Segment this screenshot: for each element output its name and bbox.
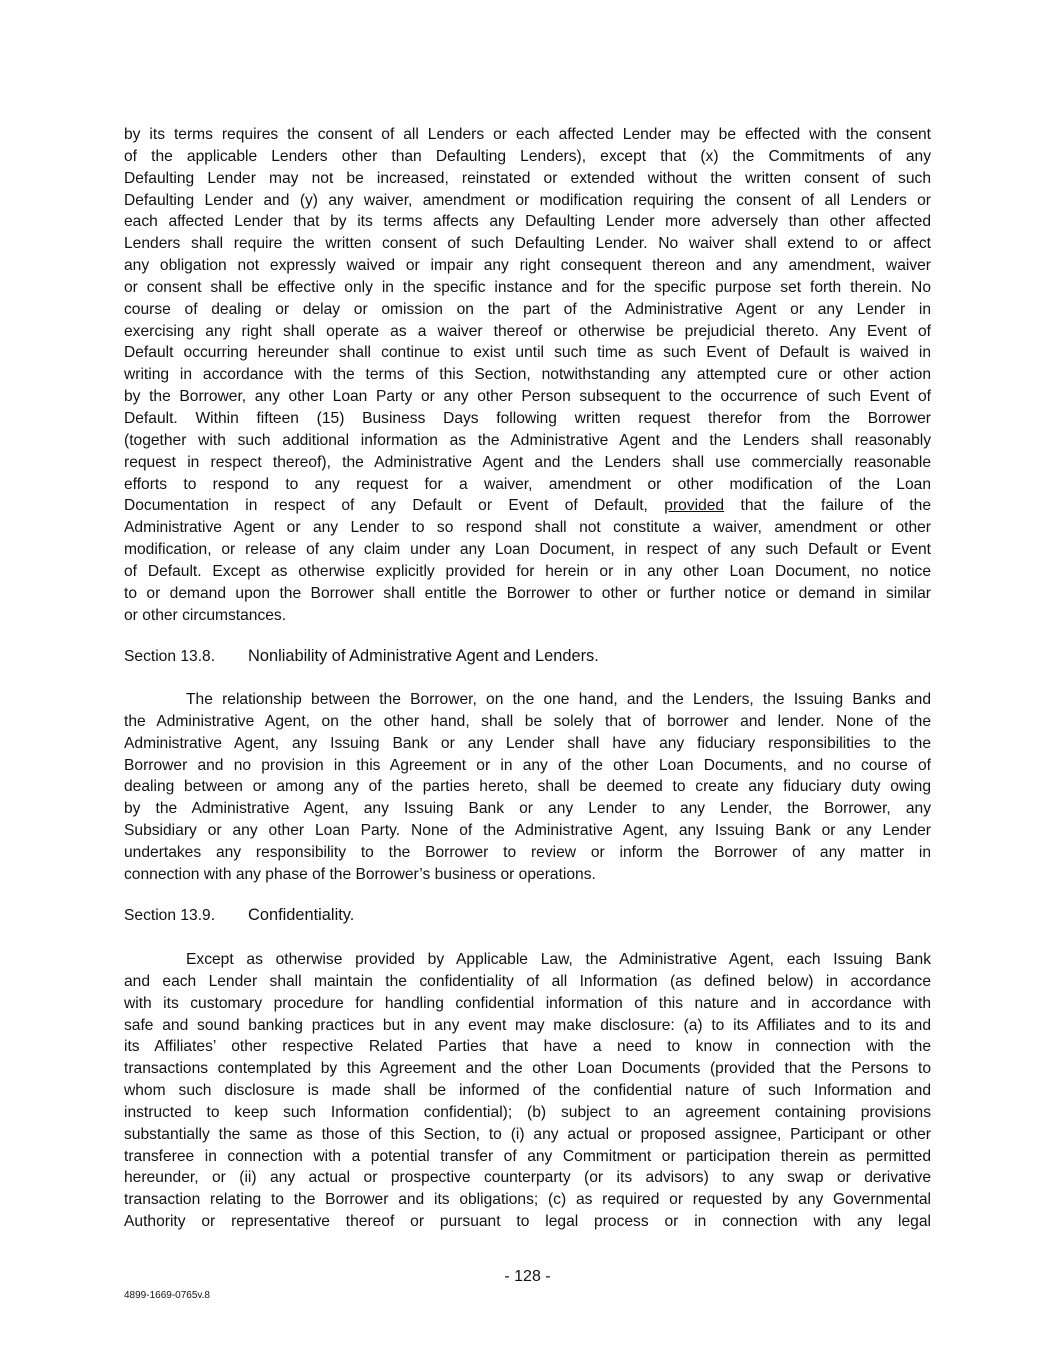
text-line: request in respect thereof), the Administrative Agent and the Lenders shall use commercially reasonable bbox=[124, 453, 931, 471]
text-line: of Default. Except as otherwise explicitly provided for herein or in any other Loan Document, no notice bbox=[124, 562, 931, 580]
text-line: instructed to keep such Information confidential); (b) subject to an agreement containing provisions bbox=[124, 1103, 931, 1121]
text-line: Defaulting Lender may not be increased, reinstated or extended without the written consent of such bbox=[124, 169, 931, 187]
text-line: the Administrative Agent, on the other hand, shall be solely that of borrower and lender. None of the bbox=[124, 712, 931, 730]
section-number: Section 13.9. bbox=[124, 907, 216, 924]
section-13-9-heading bbox=[124, 906, 354, 925]
text-line: Default occurring hereunder shall continue to exist until such time as such Event of Default is waived in bbox=[124, 344, 931, 362]
section-number: Section 13.8. bbox=[124, 648, 216, 665]
text-line: dealing between or among any of the parties hereto, shall be deemed to create any fiduciary duty owing bbox=[124, 778, 931, 796]
text-line: Administrative Agent or any Lender to so respond shall not constitute a waiver, amendment or other bbox=[124, 519, 931, 537]
text-segment: that the failure of the bbox=[724, 497, 931, 515]
section-title: Confidentiality. bbox=[248, 906, 355, 924]
text-line: Lenders shall require the written consent of such Defaulting Lender. No waiver shall extend to or affect bbox=[124, 235, 931, 253]
text-line: or other circumstances. bbox=[124, 606, 287, 624]
text-line: Borrower and no provision in this Agreement or in any of the other Loan Documents, and no course of bbox=[124, 756, 931, 774]
text-line: any obligation not expressly waived or impair any right consequent thereon and any amendment, waiver bbox=[124, 257, 931, 275]
text-line: or consent shall be effective only in the specific instance and for the specific purpose set forth therein. No bbox=[124, 278, 931, 296]
text-line: connection with any phase of the Borrower’s business or operations. bbox=[124, 865, 596, 883]
text-line: Administrative Agent, any Issuing Bank or any Lender shall have any fiduciary responsibilities to the bbox=[124, 734, 931, 752]
text-line: Default. Within fifteen (15) Business Days following written request therefor from the Borrower bbox=[124, 409, 931, 427]
text-line: safe and sound banking practices but in any event may make disclosure: (a) to its Affiliates and to its and bbox=[124, 1016, 931, 1034]
text-line: by the Administrative Agent, any Issuing Bank or any Lender to any Lender, the Borrower, any bbox=[124, 800, 931, 818]
text-line: Authority or representative thereof or pursuant to legal process or in connection with any legal bbox=[124, 1213, 931, 1231]
text-line: writing in accordance with the terms of this Section, notwithstanding any attempted cure or other action bbox=[124, 366, 931, 384]
text-line: Defaulting Lender and (y) any waiver, amendment or modification requiring the consent of all Lenders or bbox=[124, 191, 931, 209]
text-line: (together with such additional information as the Administrative Agent and the Lenders shall reasonably bbox=[124, 431, 931, 449]
text-line: transferee in connection with a potential transfer of any Commitment or participation therein as permitted bbox=[124, 1147, 931, 1165]
underlined-term: provided bbox=[664, 497, 725, 515]
text-line: substantially the same as those of this Section, to (i) any actual or proposed assignee, Participant or other bbox=[124, 1125, 931, 1143]
paragraph-waivers-continued bbox=[124, 124, 931, 626]
text-line: Subsidiary or any other Loan Party. None of the Administrative Agent, any Issuing Bank or any Lender bbox=[124, 822, 931, 840]
section-title: Nonliability of Administrative Agent and Lenders. bbox=[248, 647, 599, 665]
text-line: course of dealing or delay or omission on the part of the Administrative Agent or any Lender in bbox=[124, 300, 931, 318]
text-line: The relationship between the Borrower, on the one hand, and the Lenders, the Issuing Banks and bbox=[186, 691, 931, 708]
paragraph-nonliability bbox=[124, 689, 931, 886]
text-line: to or demand upon the Borrower shall entitle the Borrower to other or further notice or demand in similar bbox=[124, 584, 931, 602]
text-line: efforts to respond to any request for a waiver, amendment or other modification of the Loan bbox=[124, 475, 931, 493]
text-line: undertakes any responsibility to the Borrower to review or inform the Borrower of any matter in bbox=[124, 843, 931, 861]
text-line: each affected Lender that by its terms affects any Defaulting Lender more adversely than other affected bbox=[124, 213, 931, 231]
text-line: whom such disclosure is made shall be informed of the confidential nature of such Information and bbox=[124, 1082, 931, 1100]
text-line: transactions contemplated by this Agreement and the other Loan Documents (provided that the Persons to bbox=[124, 1060, 931, 1078]
page-number: - 128 - bbox=[504, 1268, 551, 1285]
paragraph-confidentiality bbox=[124, 949, 931, 1233]
text-line: by its terms requires the consent of all Lenders or each affected Lender may be effected with the consent bbox=[124, 126, 931, 143]
text-line: transaction relating to the Borrower and its obligations; (c) as required or requested by any Governmental bbox=[124, 1191, 931, 1209]
text-line: and each Lender shall maintain the confidentiality of all Information (as defined below) in accordance bbox=[124, 972, 931, 990]
document-id: 4899-1669-0765v.8 bbox=[124, 1290, 210, 1301]
section-13-8-heading bbox=[124, 647, 599, 666]
text-line: by the Borrower, any other Loan Party or any other Person subsequent to the occurrence of such Event of bbox=[124, 388, 931, 406]
text-line: with its customary procedure for handling confidential information of this nature and in accordance with bbox=[124, 994, 931, 1012]
text-line: hereunder, or (ii) any actual or prospective counterparty (or its advisors) to any swap or derivative bbox=[124, 1169, 931, 1187]
text-line: exercising any right shall operate as a waiver thereof or otherwise be prejudicial thereto. Any Event of bbox=[124, 322, 931, 340]
text-line bbox=[124, 495, 931, 517]
text-segment: Documentation in respect of any Default or Event of Default, bbox=[124, 497, 665, 515]
text-line: Except as otherwise provided by Applicable Law, the Administrative Agent, each Issuing Bank bbox=[186, 951, 931, 968]
text-line: its Affiliates’ other respective Related Parties that have a need to know in connection with the bbox=[124, 1038, 931, 1056]
text-line: modification, or release of any claim under any Loan Document, in respect of any such Default or Event bbox=[124, 541, 931, 559]
text-line: of the applicable Lenders other than Defaulting Lenders), except that (x) the Commitments of any bbox=[124, 147, 931, 165]
